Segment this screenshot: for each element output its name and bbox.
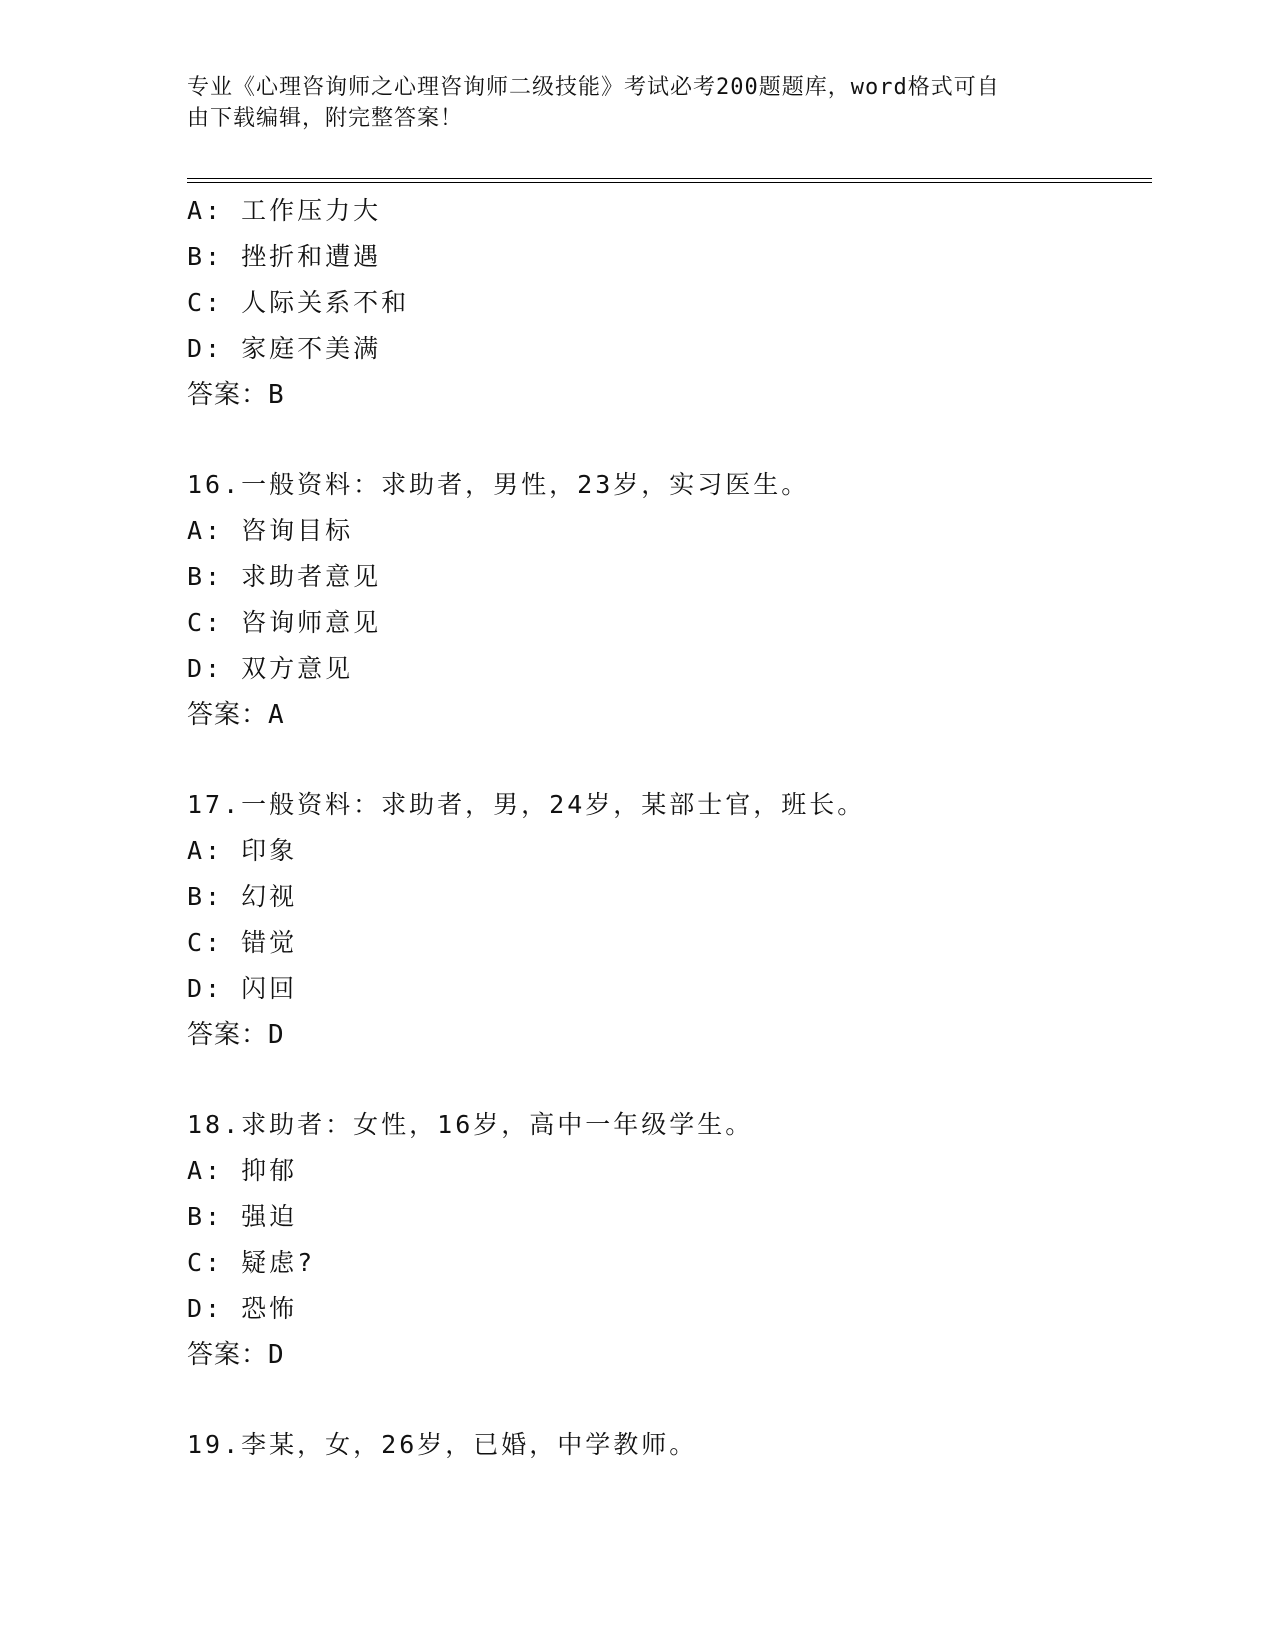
header-line-2: 由下载编辑，附完整答案！ <box>187 106 464 131</box>
option-b: B: 求助者意见 <box>187 562 382 591</box>
answer-label: 答案： <box>187 1020 269 1050</box>
answer-label: 答案： <box>187 380 269 410</box>
question-block-18 <box>187 1102 1147 1378</box>
option-d: D: 闪回 <box>187 974 298 1003</box>
option-a: A: 咨询目标 <box>187 516 354 545</box>
option-d: D: 双方意见 <box>187 654 354 683</box>
option-d: D: 恐怖 <box>187 1294 298 1323</box>
answer-line <box>187 692 1147 738</box>
answer-line <box>187 1012 1147 1058</box>
answer-value: D <box>268 1340 285 1370</box>
answer-value: D <box>268 1020 285 1050</box>
question-stem: 16.一般资料：求助者，男性，23岁，实习医生。 <box>187 470 810 499</box>
option-a: A: 工作压力大 <box>187 196 382 225</box>
question-stem: 19.李某，女，26岁，已婚，中学教师。 <box>187 1430 698 1459</box>
question-block-19 <box>187 1422 1147 1468</box>
question-stem: 17.一般资料：求助者，男，24岁，某部士官，班长。 <box>187 790 866 819</box>
question-block-continued <box>187 188 1147 418</box>
answer-value: B <box>268 380 285 410</box>
header-line-1: 专业《心理咨询师之心理咨询师二级技能》考试必考200题题库，word格式可自 <box>187 75 1000 100</box>
option-c: C: 疑虑? <box>187 1248 316 1277</box>
option-d: D: 家庭不美满 <box>187 334 382 363</box>
option-c: C: 错觉 <box>187 928 298 957</box>
option-a: A: 印象 <box>187 836 298 865</box>
answer-line <box>187 372 1147 418</box>
option-b: B: 强迫 <box>187 1202 298 1231</box>
question-block-16 <box>187 462 1147 738</box>
answer-label: 答案： <box>187 1340 269 1370</box>
header-divider-bottom <box>187 182 1152 183</box>
document-header <box>187 72 1067 134</box>
header-divider-top <box>187 178 1152 179</box>
answer-value: A <box>268 700 285 730</box>
option-c: C: 咨询师意见 <box>187 608 382 637</box>
option-b: B: 幻视 <box>187 882 298 911</box>
option-c: C: 人际关系不和 <box>187 288 410 317</box>
answer-label: 答案： <box>187 700 269 730</box>
question-stem: 18.求助者：女性，16岁，高中一年级学生。 <box>187 1110 754 1139</box>
option-b: B: 挫折和遭遇 <box>187 242 382 271</box>
question-list <box>187 188 1147 1468</box>
question-block-17 <box>187 782 1147 1058</box>
answer-line <box>187 1332 1147 1378</box>
option-a: A: 抑郁 <box>187 1156 298 1185</box>
